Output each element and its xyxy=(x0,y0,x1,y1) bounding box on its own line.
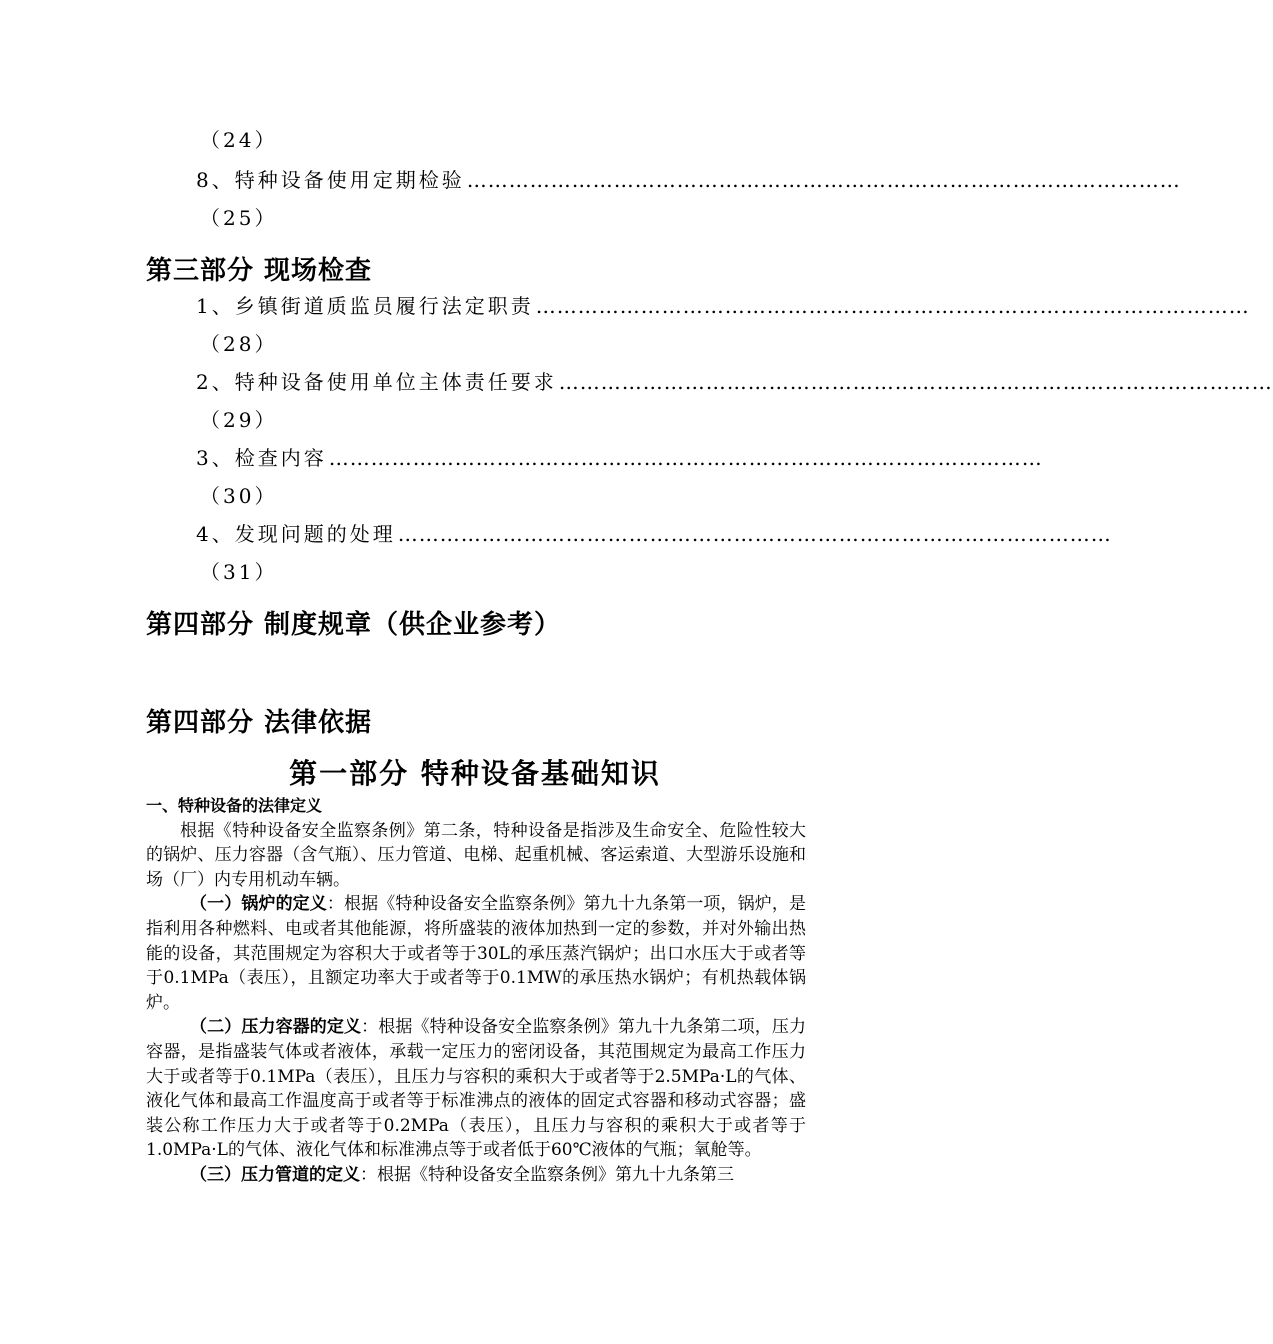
body-text xyxy=(146,794,806,1188)
paragraph xyxy=(146,1163,806,1188)
paragraph xyxy=(146,1015,806,1163)
toc-page-number: （24） xyxy=(200,128,278,152)
toc-entry-label: 4、发现问题的处理 xyxy=(196,522,396,546)
toc-entry[interactable] xyxy=(196,366,1273,395)
part-heading: 第三部分 现场检查 xyxy=(146,256,373,286)
item-label: （一）锅炉的定义 xyxy=(190,894,327,915)
toc-entry-label: 3、检查内容 xyxy=(196,446,327,470)
toc-entry-label: 8、特种设备使用定期检验 xyxy=(196,168,465,192)
section-title: 一、特种设备的法律定义 xyxy=(146,796,323,815)
toc-entry[interactable] xyxy=(196,518,1112,547)
part-heading: 第四部分 法律依据 xyxy=(146,708,373,738)
toc-entry[interactable] xyxy=(196,290,1250,319)
toc-leader: ………………………………………………………………………………………… xyxy=(397,522,1112,546)
item-text: ：根据《特种设备安全监察条例》第九十九条第三 xyxy=(360,1164,734,1185)
item-label: （三）压力管道的定义 xyxy=(190,1164,360,1185)
toc-entry[interactable] xyxy=(196,442,1043,471)
main-title: 第一部分 特种设备基础知识 xyxy=(289,757,661,790)
toc-leader: ………………………………………………………………………………………… xyxy=(558,370,1273,394)
toc-leader: ………………………………………………………………………………………… xyxy=(466,168,1181,192)
paragraph: 根据《特种设备安全监察条例》第二条，特种设备是指涉及生命安全、危险性较大的锅炉、压力容器（含气瓶）、压力管道、电梯、起重机械、客运索道、大型游乐设施和场（厂）内专用机动车辆。 xyxy=(146,820,806,890)
item-text: ：根据《特种设备安全监察条例》第九十九条第一项，锅炉，是指利用各种燃料、电或者其他能源，将所盛装的液体加热到一定的参数，并对外输出热能的设备，其范围规定为容积大于或者等于30L的承压蒸汽锅炉；出口水压大于或者等于0.1MPa（表压），且额定功率大于或者等于0.1MW的承压热水锅炉；有机热载体锅炉。 xyxy=(146,894,807,1013)
toc-page-number: （31） xyxy=(200,560,278,584)
toc-leader: ………………………………………………………………………………………… xyxy=(328,446,1043,470)
toc-page-number: （25） xyxy=(200,206,278,230)
toc-leader: ………………………………………………………………………………………… xyxy=(535,294,1250,318)
toc-entry-label: 1、乡镇街道质监员履行法定职责 xyxy=(196,294,534,318)
toc-entry[interactable] xyxy=(196,164,1181,193)
toc-page-number: （28） xyxy=(200,332,278,356)
toc-page-number: （30） xyxy=(200,484,278,508)
part-heading: 第四部分 制度规章（供企业参考） xyxy=(146,610,562,640)
item-text: ：根据《特种设备安全监察条例》第九十九条第二项，压力容器，是指盛装气体或者液体，承载一定压力的密闭设备，其范围规定为最高工作压力大于或者等于0.1MPa（表压），且压力与容积的乘积大于或者等于2.5MPa·L的气体、液化气体和最高工作温度高于或者等于标准沸点的液体的固定式容器和移动式容器；盛装公称工作压力大于或者等于0.2MPa（表压），且压力与容积的乘积大于或者等于1.0MPa·L的气体、液化气体和标准沸点等于或者低于60℃液体的气瓶；氧舱等。 xyxy=(146,1017,807,1161)
item-label: （二）压力容器的定义 xyxy=(190,1017,362,1038)
toc-page-number: （29） xyxy=(200,408,278,432)
toc-entry-label: 2、特种设备使用单位主体责任要求 xyxy=(196,370,557,394)
paragraph xyxy=(146,892,806,1015)
